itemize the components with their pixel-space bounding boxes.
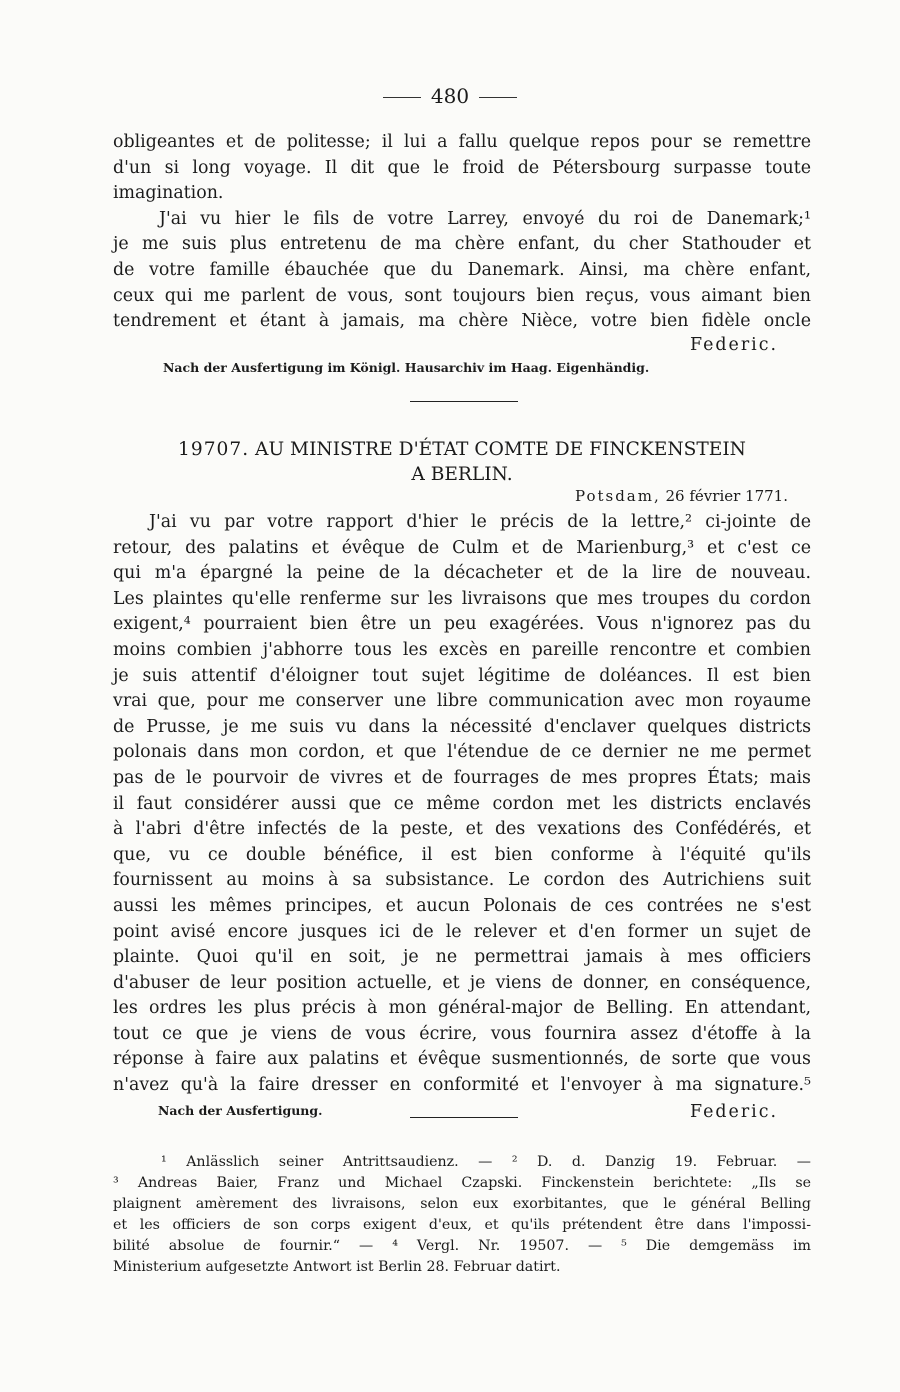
previous-letter-source-note: Nach der Ausfertigung im Königl. Hausarchiv im Haag. Eigenhändig. xyxy=(163,360,650,375)
text-line: de votre famille ébauchée que du Danemark. Ainsi, ma chère enfant, xyxy=(113,259,811,280)
letter-heading-line1: AU MINISTRE D'ÉTAT COMTE DE FINCKENSTEIN xyxy=(255,439,746,460)
text-line: fournissent au moins à sa subsistance. Le cordon des Autrichiens suit xyxy=(113,870,811,891)
dateline-place: Potsdam, xyxy=(574,487,661,505)
main-letter-signature: Federic. xyxy=(690,1102,778,1122)
footnote-divider xyxy=(410,1117,518,1118)
text-line: tendrement et étant à jamais, ma chère Nièce, votre bien fidèle oncle xyxy=(113,311,811,332)
text-line: je suis attentif d'éloigner tout sujet légitime de doléances. Il est bien xyxy=(113,665,811,686)
dateline-date: 26 février 1771. xyxy=(665,487,788,505)
text-line: n'avez qu'à la faire dresser en conformité et l'envoyer à ma signature.⁵ xyxy=(113,1075,811,1096)
text-line: J'ai vu hier le fils de votre Larrey, envoyé du roi de Danemark;¹ xyxy=(159,208,811,229)
text-line: polonais dans mon cordon, et que l'étendue de ce dernier ne me permet xyxy=(113,742,811,763)
page-number-row xyxy=(0,84,900,108)
text-line: tout ce que je viens de vous écrire, vous fournira assez d'étoffe à la xyxy=(113,1023,811,1044)
text-line: que, vu ce double bénéfice, il est bien conforme à l'équité qu'ils xyxy=(113,844,811,865)
letter-heading xyxy=(113,437,811,462)
main-letter-body xyxy=(113,510,811,1099)
text-line: plainte. Quoi qu'il en soit, je ne permettrai jamais à mes officiers xyxy=(113,947,811,968)
footnotes xyxy=(113,1152,811,1278)
text-line: d'un si long voyage. Il dit que le froid de Pétersbourg surpasse toute xyxy=(113,157,811,178)
text-line: d'abuser de leur position actuelle, et je viens de donner, en conséquence, xyxy=(113,972,811,993)
text-line: il faut considérer aussi que ce même cordon met les districts enclavés xyxy=(113,793,811,814)
text-line: vrai que, pour me conserver une libre communication avec mon royaume xyxy=(113,691,811,712)
text-line: pas de le pourvoir de vivres et de fourrages de mes propres États; mais xyxy=(113,767,811,788)
footnote-line: bilité absolue de fournir.“ — ⁴ Vergl. Nr. 19507. — ⁵ Die demgemäss im xyxy=(113,1238,811,1254)
text-line: qui m'a épargné la peine de la décacheter et de la lire de nouveau. xyxy=(113,563,811,584)
text-line: je me suis plus entretenu de ma chère enfant, du cher Stathouder et xyxy=(113,234,811,255)
page-number: 480 xyxy=(430,84,470,108)
text-line: obligeantes et de politesse; il lui a fallu quelque repos pour se remettre xyxy=(113,132,811,152)
main-letter-source-note: Nach der Ausfertigung. xyxy=(158,1103,323,1118)
previous-letter-signature: Federic. xyxy=(690,335,778,355)
text-line: moins combien j'abhorre tous les excès en pareille rencontre et combien xyxy=(113,639,811,660)
dateline xyxy=(400,486,788,506)
text-line: ceux qui me parlent de vous, sont toujours bien reçus, vous aimant bien xyxy=(113,285,811,306)
page-number-dash-left xyxy=(383,97,421,98)
text-line: à l'abri d'être infectés de la peste, et des vexations des Confédérés, et xyxy=(113,819,811,840)
previous-letter-body xyxy=(113,130,811,335)
text-line: de Prusse, je me suis vu dans la nécessité d'enclaver quelques districts xyxy=(113,716,811,737)
footnote-line: ³ Andreas Baier, Franz und Michael Czapski. Finckenstein berichtete: „Ils se xyxy=(113,1175,811,1191)
text-line: retour, des palatins et évêque de Culm et de Marienburg,³ et c'est ce xyxy=(113,537,811,558)
text-line: réponse à faire aux palatins et évêque susmentionnés, de sorte que vous xyxy=(113,1049,811,1070)
footnote-line: et les officiers de son corps exigent d'eux, et qu'ils prétendent être dans l'impossi- xyxy=(113,1217,811,1233)
text-line: aussi les mêmes principes, et aucun Polonais de ces contrées ne s'est xyxy=(113,895,811,916)
letter-heading-line2: A BERLIN. xyxy=(411,464,513,485)
section-divider xyxy=(410,401,518,402)
letter-number: 19707. xyxy=(178,439,250,460)
footnote-line: Ministerium aufgesetzte Antwort ist Berlin 28. Februar datirt. xyxy=(113,1259,561,1275)
footnote-line: ¹ Anlässlich seiner Antrittsaudienz. — ² D. d. Danzig 19. Februar. — xyxy=(161,1154,811,1170)
text-line: imagination. xyxy=(113,183,224,204)
page-number-dash-right xyxy=(479,97,517,98)
text-line: J'ai vu par votre rapport d'hier le précis de la lettre,² ci-jointe de xyxy=(149,512,811,532)
footnote-line: plaignent amèrement des livraisons, selon eux exorbitantes, que le général Belling xyxy=(113,1196,811,1212)
text-line: exigent,⁴ pourraient bien être un peu exagérées. Vous n'ignorez pas du xyxy=(113,614,811,635)
text-line: les ordres les plus précis à mon général-major de Belling. En attendant, xyxy=(113,998,811,1019)
text-line: point avisé encore jusques ici de le relever et d'en former un sujet de xyxy=(113,921,811,942)
text-line: Les plaintes qu'elle renferme sur les livraisons que mes troupes du cordon xyxy=(113,588,811,609)
